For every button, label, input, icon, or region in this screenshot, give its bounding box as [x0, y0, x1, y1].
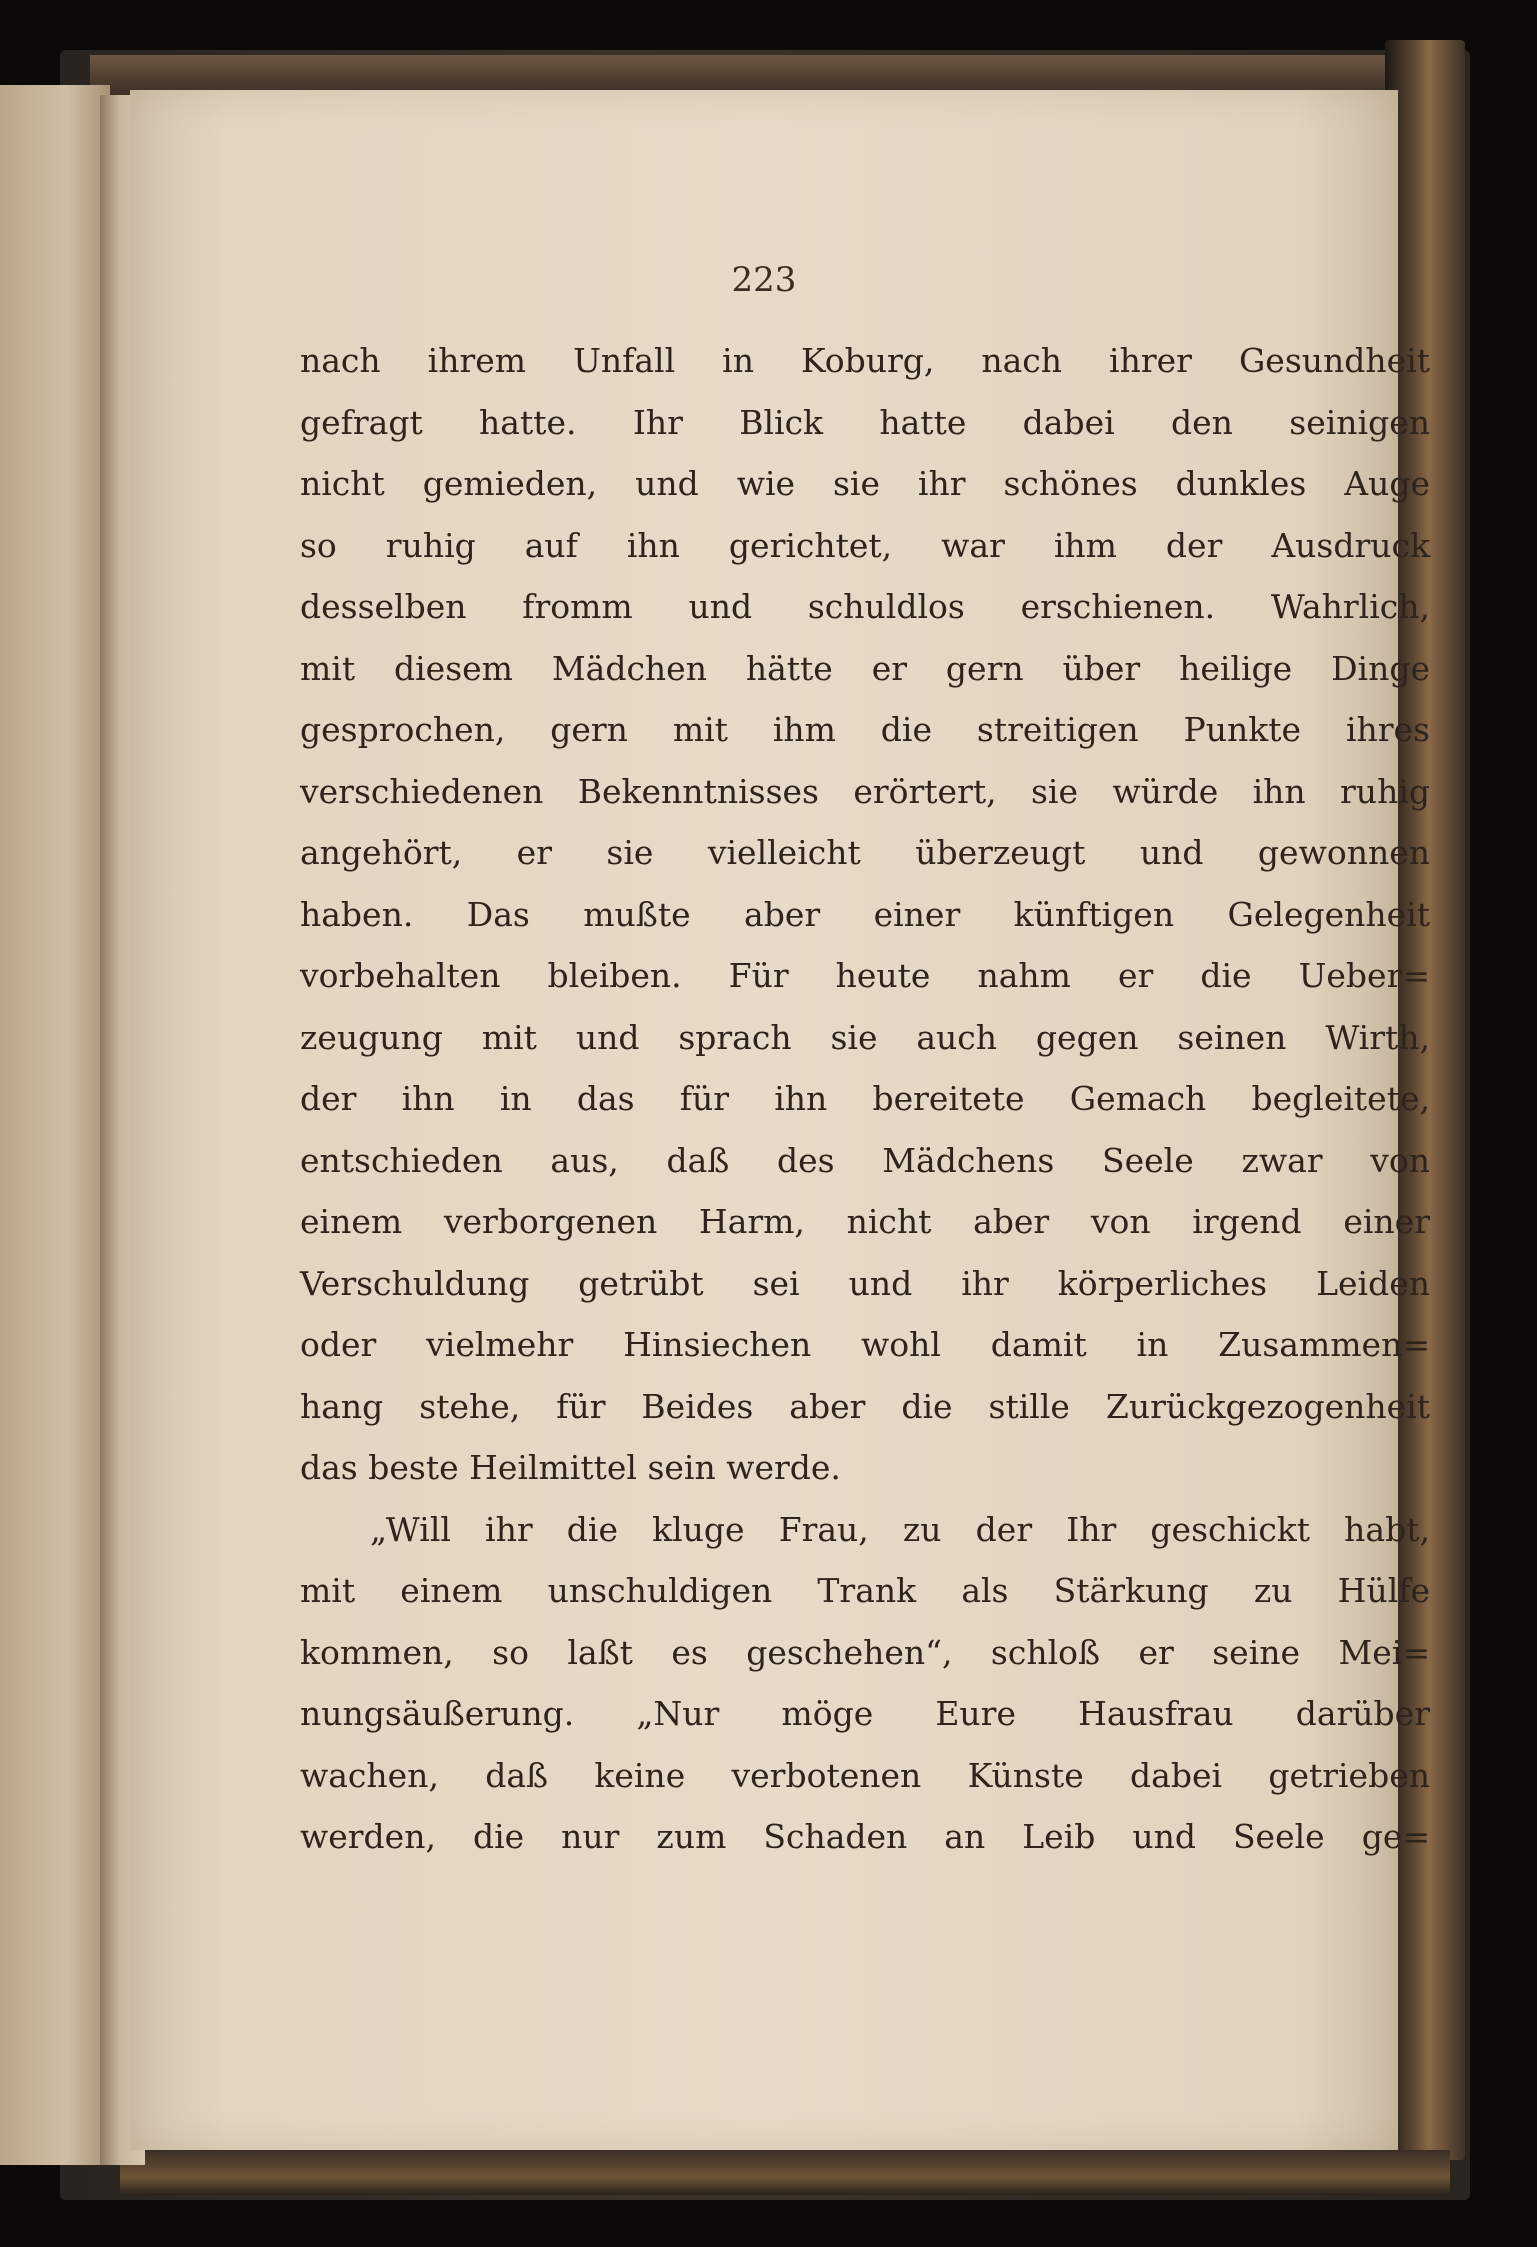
text-line: nicht gemieden, und wie sie ihr schönes dunkles Auge	[300, 464, 1430, 503]
body-text	[300, 330, 1430, 1868]
text-line: zeugung mit und sprach sie auch gegen seinen Wirth,	[300, 1017, 1430, 1057]
text-line: gesprochen, gern mit ihm die streitigen Punkte ihres	[300, 710, 1430, 749]
text-line: angehört, er sie vielleicht überzeugt und gewonnen	[300, 833, 1430, 872]
text-line: Verschuldung getrübt sei und ihr körperliches Leiden	[300, 1263, 1430, 1303]
text-line: wachen, daß keine verbotenen Künste dabei getrieben	[300, 1755, 1430, 1795]
text-line: hang stehe, für Beides aber die stille Zurückgezogenheit	[300, 1386, 1430, 1426]
cover-edge-bottom	[120, 2150, 1450, 2195]
text-line: werden, die nur zum Schaden an Leib und Seele ge=	[300, 1817, 1430, 1856]
book-page	[130, 90, 1430, 2150]
text-line: „Will ihr die kluge Frau, zu der Ihr geschickt habt,	[370, 1509, 1430, 1549]
page-number: 223	[731, 260, 797, 300]
text-line: so ruhig auf ihn gerichtet, war ihm der Ausdruck	[300, 525, 1430, 565]
text-line: mit einem unschuldigen Trank als Stärkung zu Hülfe	[300, 1571, 1430, 1610]
text-line: nungsäußerung. „Nur möge Eure Hausfrau darüber	[300, 1694, 1430, 1733]
text-line: der ihn in das für ihn bereitete Gemach begleitete,	[300, 1079, 1430, 1118]
text-line: nach ihrem Unfall in Koburg, nach ihrer Gesundheit	[300, 341, 1430, 380]
text-line: oder vielmehr Hinsiechen wohl damit in Zusammen=	[300, 1325, 1430, 1364]
text-line: entschieden aus, daß des Mädchens Seele zwar von	[300, 1140, 1430, 1180]
text-line: das beste Heilmittel sein werde.	[300, 1448, 841, 1487]
text-line: kommen, so laßt es geschehen“, schloß er seine Mei=	[300, 1632, 1430, 1672]
facing-page-edge	[0, 85, 110, 2165]
cover-edge-top	[90, 55, 1460, 95]
text-line: desselben fromm und schuldlos erschienen. Wahrlich,	[300, 587, 1430, 626]
text-line: gefragt hatte. Ihr Blick hatte dabei den seinigen	[300, 402, 1430, 442]
text-line: verschiedenen Bekenntnisses erörtert, sie würde ihn ruhig	[300, 771, 1430, 811]
text-line: mit diesem Mädchen hätte er gern über heilige Dinge	[300, 648, 1430, 688]
text-line: einem verborgenen Harm, nicht aber von irgend einer	[300, 1202, 1430, 1241]
text-line: vorbehalten bleiben. Für heute nahm er die Ueber=	[300, 956, 1430, 995]
text-line: haben. Das mußte aber einer künftigen Gelegenheit	[300, 894, 1430, 934]
